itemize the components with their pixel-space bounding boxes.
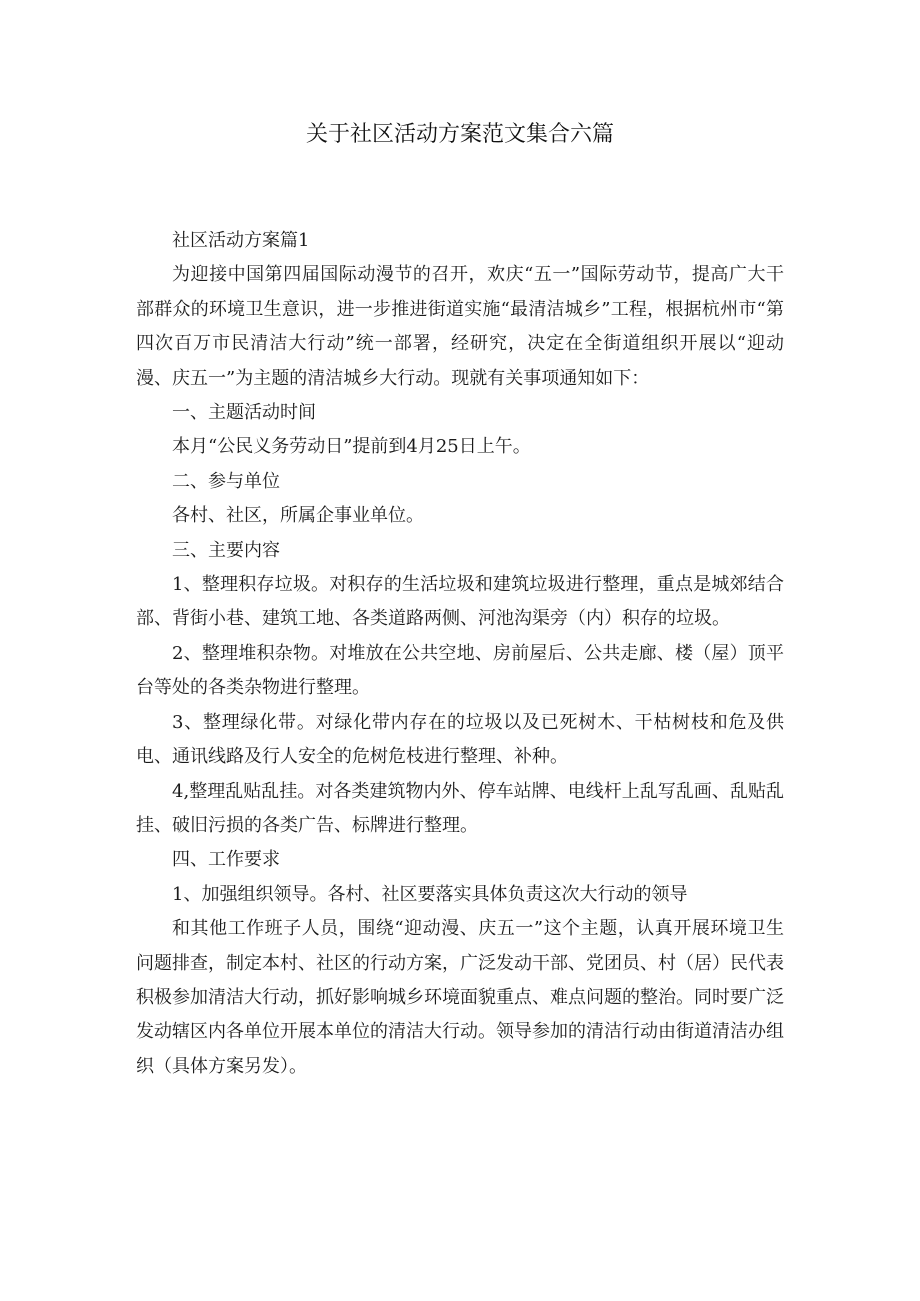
- section-heading: 二、参与单位: [172, 470, 280, 492]
- list-item: 2、整理堆积杂物。对堆放在公共空地、房前屋后、公共走廊、楼（屋）顶平台等处的各类杂物进行整理。: [136, 642, 784, 699]
- intro-paragraph: 为迎接中国第四届国际动漫节的召开，欢庆“五一”国际劳动节，提高广大干部群众的环境卫生意识，进一步推进街道实施“最清洁城乡”工程，根据杭州市“第四次百万市民清洁大行动”统一部署，经研究，决定在全街道组织开展以“迎动漫、庆五一”为主题的清洁城乡大行动。现就有关事项通知如下：: [136, 264, 784, 389]
- list-item: 1、整理积存垃圾。对积存的生活垃圾和建筑垃圾进行整理，重点是城郊结合部、背街小巷、建筑工地、各类道路两侧、河池沟渠旁（内）积存的垃圾。: [136, 574, 784, 630]
- list-item: 4,整理乱贴乱挂。对各类建筑物内外、停车站牌、电线杆上乱写乱画、乱贴乱挂、破旧污损的各类广告、标牌进行整理。: [136, 780, 784, 836]
- paragraph: 各村、社区，所属企事业单位。: [172, 505, 424, 527]
- document-title: 关于社区活动方案范文集合六篇: [305, 122, 614, 147]
- list-item: 3、整理绿化带。对绿化带内存在的垃圾以及已死树木、干枯树枝和危及供电、通讯线路及行人安全的危树危枝进行整理、补种。: [136, 711, 784, 768]
- section-heading: 四、工作要求: [172, 849, 280, 871]
- section-heading: 社区活动方案篇1: [172, 230, 310, 251]
- document-body: [136, 224, 784, 1084]
- section-heading: 一、主题活动时间: [172, 402, 316, 424]
- list-item: 1、加强组织领导。各村、社区要落实具体负责这次大行动的领导: [172, 883, 688, 905]
- section-heading: 三、主要内容: [172, 539, 280, 561]
- paragraph: 本月“公民义务劳动日”提前到4月25日上午。: [172, 436, 531, 458]
- paragraph: 和其他工作班子人员，围绕“迎动漫、庆五一”这个主题，认真开展环境卫生问题排查，制定本村、社区的行动方案，广泛发动干部、党团员、村（居）民代表积极参加清洁大行动，抓好影响城乡环境面貌重点、难点问题的整治。同时要广泛发动辖区内各单位开展本单位的清洁大行动。领导参加的清洁行动由街道清洁办组织（具体方案另发）。: [136, 918, 784, 1077]
